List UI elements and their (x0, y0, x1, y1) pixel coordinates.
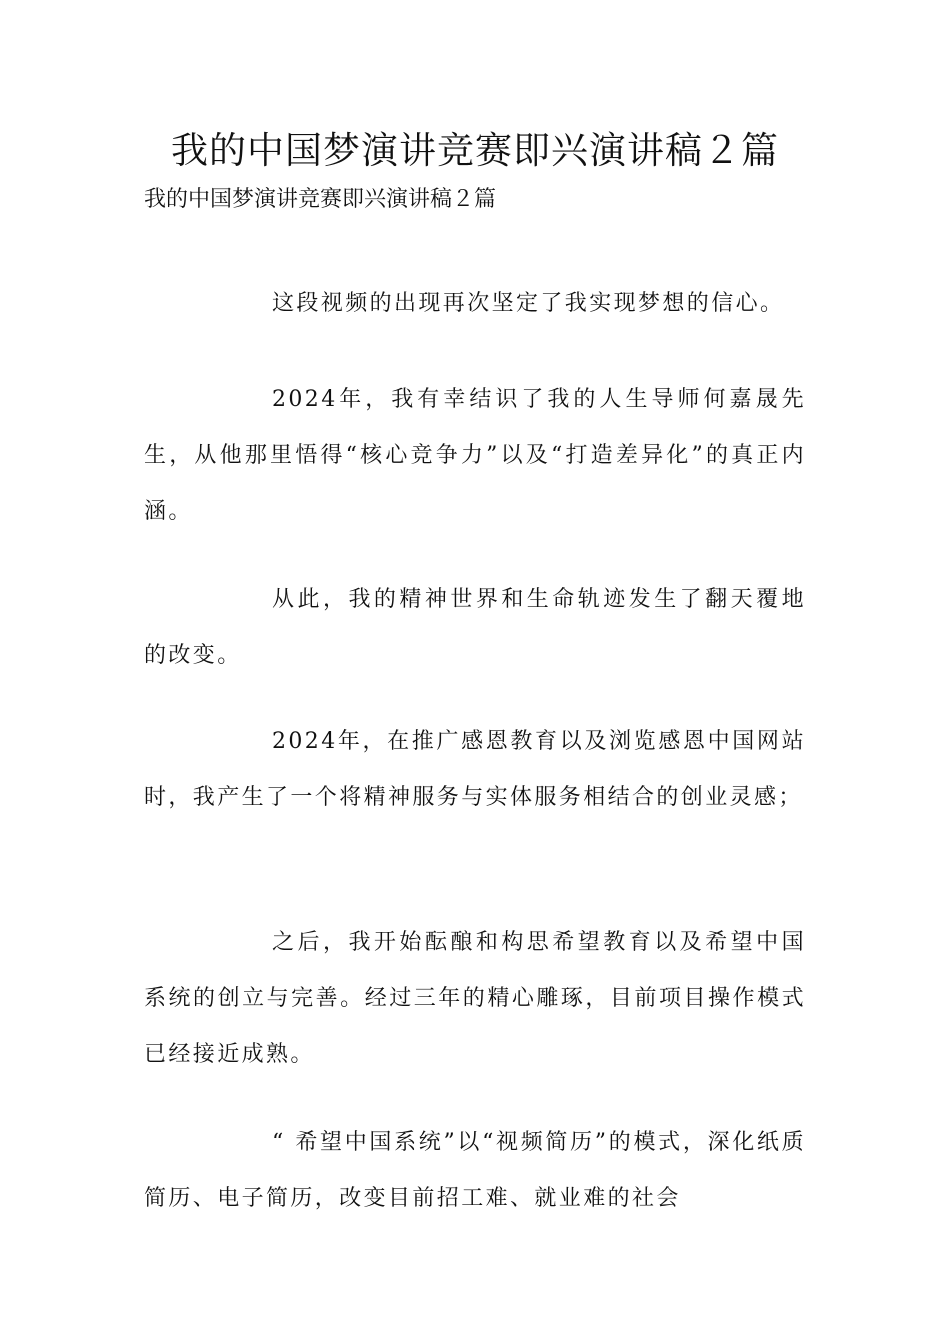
paragraph-6: “ 希望中国系统”以“视频简历”的模式，深化纸质简历、电子简历，改变目前招工难、就业难的社会 (144, 1130, 806, 1211)
paragraph-2: 2024年，我有幸结识了我的人生导师何嘉晟先生，从他那里悟得“核心竞争力”以及“打造差异化”的真正内涵。 (144, 387, 806, 524)
document-subtitle: 我的中国梦演讲竞赛即兴演讲稿２篇 (144, 187, 497, 212)
paragraph-3: 从此，我的精神世界和生命轨迹发生了翻天覆地的改变。 (144, 587, 806, 668)
paragraph-4: 2024年，在推广感恩教育以及浏览感恩中国网站时，我产生了一个将精神服务与实体服务相结合的创业灵感； (144, 729, 806, 810)
paragraph-5: 之后，我开始酝酿和构思希望教育以及希望中国系统的创立与完善。经过三年的精心雕琢，目前项目操作模式已经接近成熟。 (144, 930, 806, 1067)
document-title: 我的中国梦演讲竞赛即兴演讲稿２篇 (171, 129, 779, 172)
paragraph-1: 这段视频的出现再次坚定了我实现梦想的信心。 (272, 291, 785, 316)
